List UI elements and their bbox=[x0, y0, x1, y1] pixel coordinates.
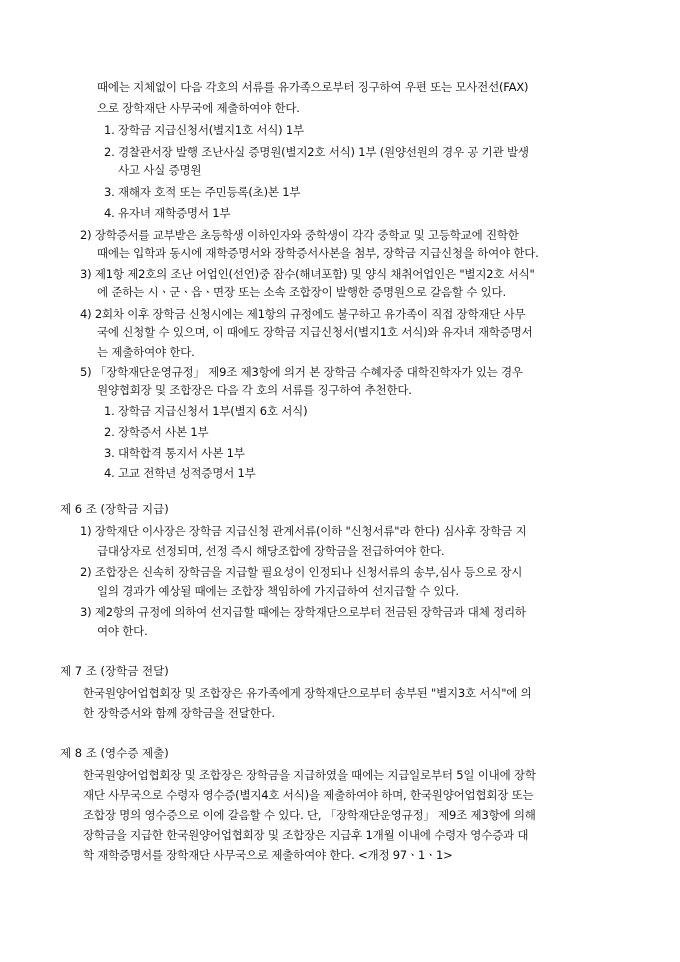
intro-item-2: 2. 경찰관서장 발행 조난사실 증명원(별지2호 서식) 1부 (원양선원의 경우 공 기관 발생 bbox=[104, 145, 529, 159]
para5-item-1: 1. 장학금 지급신청서 1부(별지 6호 서식) bbox=[104, 404, 308, 418]
para4-line-2: 국에 신청할 수 있으며, 이 때에도 장학금 지급신청서(별지1호 서식)와 유자녀 재학증명서 bbox=[97, 325, 533, 339]
article-8-line-4: 장학금을 지급한 한국원양어업협회장 및 조합장은 지급후 1개월 이내에 수령자 영수증과 대 bbox=[83, 828, 529, 842]
intro-item-1: 1. 장학금 지급신청서(별지1호 서식) 1부 bbox=[104, 123, 304, 137]
article-6-heading: 제 6 조 (장학금 지급) bbox=[60, 502, 169, 516]
para3-line-1: 3) 제1항 제2호의 조난 어업인(선언)중 잠수(해녀포함) 및 양식 채취어업인은 "별지2호 서식" bbox=[80, 267, 535, 281]
para5-item-3: 3. 대학합격 통지서 사본 1부 bbox=[104, 446, 245, 460]
para3-line-2: 에 준하는 시ㆍ군ㆍ읍ㆍ면장 또는 소속 조합장이 발행한 증명원으로 갈음할 수 있다. bbox=[97, 285, 506, 299]
intro-line-2: 으로 장학재단 사무국에 제출하여야 한다. bbox=[97, 101, 300, 115]
para2-line-1: 2) 장학증서를 교부받은 초등학생 이하인자와 중학생이 각각 중학교 및 고등학교에 진학한 bbox=[80, 228, 519, 242]
intro-item-3: 3. 재해자 호적 또는 주민등록(초)본 1부 bbox=[104, 185, 301, 199]
intro-item-4: 4. 유자녀 재학증명서 1부 bbox=[104, 206, 231, 220]
article-7-heading: 제 7 조 (장학금 전달) bbox=[60, 664, 169, 678]
article-6-p3-line-1: 3) 제2항의 규정에 의하여 선지급할 때에는 장학재단으로부터 전금된 장학금과 대체 정리하 bbox=[80, 605, 526, 619]
intro-item-2-cont: 사고 사실 증명원 bbox=[118, 163, 202, 177]
para5-line-2: 원양협회장 및 조합장은 다음 각 호의 서류를 징구하여 추천한다. bbox=[97, 383, 412, 397]
para4-line-3: 는 제출하여야 한다. bbox=[97, 345, 195, 359]
article-8-line-1: 한국원양어업협회장 및 조합장은 장학금을 지급하였을 때에는 지급일로부터 5일 이내에 장학 bbox=[83, 768, 536, 782]
article-6-p2-line-1: 2) 조합장은 신속히 장학금을 지급할 필요성이 인정되나 신청서류의 송부,심사 등으로 장시 bbox=[80, 565, 523, 579]
article-6-p1-line-2: 급대상자로 선정되며, 선정 즉시 해당조합에 장학금을 전급하여야 한다. bbox=[97, 544, 445, 558]
article-8-line-5: 학 재학증명서를 장학재단 사무국으로 제출하여야 한다. <개정 97ㆍ1ㆍ1> bbox=[83, 848, 453, 862]
para5-item-4: 4. 고교 전학년 성적증명서 1부 bbox=[104, 466, 256, 480]
para4-line-1: 4) 2회차 이후 장학금 신청시에는 제1항의 규정에도 불구하고 유가족이 직접 장학재단 사무 bbox=[80, 307, 526, 321]
article-6-p2-line-2: 일의 경과가 예상될 때에는 조합장 책임하에 가지급하여 선지급할 수 있다. bbox=[97, 584, 459, 598]
article-6-p3-line-2: 여야 한다. bbox=[97, 624, 148, 638]
intro-line-1: 때에는 지체없이 다음 각호의 서류를 유가족으로부터 징구하여 우편 또는 모사전선(FAX) bbox=[97, 80, 529, 94]
para5-line-1: 5) 「장학재단운영규정」 제9조 제3항에 의거 본 장학금 수혜자중 대학진학자가 있는 경우 bbox=[80, 365, 523, 379]
article-8-heading: 제 8 조 (영수증 제출) bbox=[60, 746, 169, 760]
para5-item-2: 2. 장학증서 사본 1부 bbox=[104, 425, 209, 439]
article-7-line-2: 한 장학증서와 함께 장학금을 전달한다. bbox=[83, 706, 275, 720]
article-7-line-1: 한국원양어업협회장 및 조합장은 유가족에게 장학재단으로부터 송부된 "별지3호 서식"에 의 bbox=[83, 686, 532, 700]
article-8-line-2: 재단 사무국으로 수령자 영수증(별지4호 서식)을 제출하여야 하며, 한국원양어업협회장 또는 bbox=[83, 788, 534, 802]
article-6-p1-line-1: 1) 장학재단 이사장은 장학금 지급신청 관계서류(이하 "신청서류"라 한다) 심사후 장학금 지 bbox=[80, 524, 527, 538]
article-8-line-3: 조합장 명의 영수증으로 이에 갈음할 수 있다. 단, 「장학재단운영규정」 제9조 제3항에 의해 bbox=[83, 808, 536, 822]
para2-line-2: 때에는 입학과 동시에 재학증명서와 장학증서사본을 첨부, 장학금 지급신청을 하여야 한다. bbox=[97, 246, 539, 260]
